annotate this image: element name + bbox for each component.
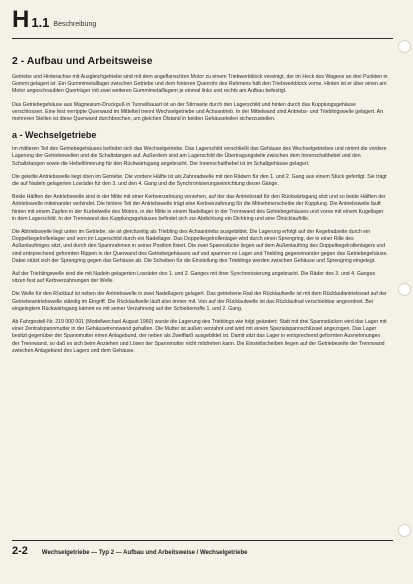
subsection-paragraph: Die Abtriebswelle liegt unten im Getriebe, sie ist gleichzeitig als Triebling des Achsantriebs ausgebildet. Die Lagerung erfolgt auf der Kegelradseite durch ein Doppelkegelrollenlager und vorn im Lagerschild durch ein Nadellager. Das Doppelkegelrollenlager wird durch einen Sprengring, der in einer Rille des Außenlaufringes sitzt, und durch den Spannrahmen in seiner Position fixiert. Die zwei Spannstücke liegen auf dem Außenlaufring des Doppelkegelrollenlagers und sind entsprechend geformten Rippen in der Querwand des Getriebegehäuses auf und spannen es Lager und Triebling gegeneinander gegen das Getriebegehäuse. Dabei stützt sich der Sprengring gegen das Gehäuse ab. Die Scheiben für die Einstellung des Trieblings werden zwischen Gehäuse und Sprengring eingelegt. bbox=[12, 229, 388, 264]
punch-hole-middle bbox=[398, 283, 411, 296]
section-title: 2 - Aufbau und Arbeitsweise bbox=[12, 55, 153, 67]
subsection-paragraph: Ab Fahrgestell-Nr. 219 000 001 (Modellwechsel August 1960) wurde die Lagerung des Trieblings wie folgt geändert: Statt mit drei Spannstücken wird das Lager mit einer Zentralspannmutter in der Gehäusetrennwand gehalten. Die Mutter ist außen verzahnt und wird mit einem Spezialspannschlüssel angezogen. Das Lager besitzt gegenüber der Spannmutter einen Anlagebund, der neben als Zweiflarß ausgebildet ist. Damit sitzt das Lager in entsprechend geformten Ausnehmungen der Trennwand, so daß es sich beim Anziehen und Lösen der Spannmutter nicht mitdrehen kann. Die Einstellscheiben liegen auf der Getriebeseite der Trennwand zwischen Anlagebund des Lagers und dem Gehäuse. bbox=[12, 319, 387, 354]
page-number: 2-2 bbox=[12, 545, 28, 557]
header-rule bbox=[12, 38, 393, 39]
section-paragraph: Das Getriebegehäuse aus Magnesium-Druckguß in Tunnelbauart ist an der Stirnseite durch den Lagerschild und hinten durch das Kupplungsgehäuse verschlossen. Eine fest verrippte Querwand im Mittelteil trennt Wechselgetriebe und Achsantrieb. In der Mittelwand sind Antriebs- und Trieblingswelle gelagert. An mehreren Stellen ist diese Querwand durchbrochen, um gleichen Ölstand in beiden Gehäuseteilen sicherzustellen. bbox=[12, 101, 383, 123]
section-paragraph: Getriebe und Hinterachse mit Ausgleichgetriebe sind mit dem angeflanschten Motor zu einem Triebwerkblock vereinigt, der im Heck des Wagens an drei Punkten in Gummi gelagert ist. Ein Gummimetalllager zwischen Getriebe und dem hinteren Querrohr des Rahmens hält den Triebwerkblock vorne. Hinten ist er über einen am Motor angeschraubten Querträger mit zwei weiteren Gummimetalllagern je einmal links und rechts am Aufbau befestigt. bbox=[12, 74, 388, 95]
punch-hole-top bbox=[398, 40, 411, 53]
subsection-title: a - Wechselgetriebe bbox=[12, 130, 97, 141]
chapter-number: 1.1 bbox=[31, 15, 50, 30]
chapter-letter: H bbox=[12, 6, 30, 33]
footer-rule bbox=[12, 540, 393, 541]
page-header bbox=[12, 6, 96, 32]
punch-hole-bottom bbox=[398, 524, 411, 537]
footer-text: Wechselgetriebe — Typ 2 — Aufbau und Arbeitsweise / Wechselgetriebe bbox=[41, 550, 248, 556]
subsection-paragraph: Beide Hälften der Antriebswelle sind in der Mitte mit einer Kerbverzahnung versehen, auf der das Antriebsrad für den Rückwärtsgang sitzt und so beide Hälften der Antriebswelle miteinander verbindet. Die hintere Teil der Antriebswelle trägt eine Kerbverzahnung für die Mitnehmerscheibe der Kupplung. Die Antriebswelle läuft hinten mit einem Zapfen in der Kurbelwelle des Motors, in der Mitte in einem Nadellager in der Trennwand des Getriebegehäuses und vorne mit einem Kugellager in dem Lagerschild. In der Trennwand des Kupplungsgehäuses befindet sich zur Abdichtung ein Dichtring und eine Ölrücklaufrille. bbox=[12, 194, 386, 222]
chapter-label: Beschreibung bbox=[53, 21, 97, 28]
subsection-paragraph: Im mittleren Teil des Getriebegehäuses befindet sich das Wechselgetriebe. Das Lagerschild verschließt das Gehäuse des Wechselgetriebes und nimmt die vordere Lagerung der Getriebewellen und die Schaltstangen auf. Außerdem sind am Lagerschild die Übertragungsteile zwischen dem Innenschalthebel und den Schaltstangen sowie die Hebellömerung für den Rückwärtsgang angebracht. Der Innenschalthebel ist im Schaltgehäuse gelagert. bbox=[12, 146, 387, 167]
page-footer bbox=[12, 545, 248, 557]
page-content bbox=[12, 55, 388, 361]
subsection-paragraph: Die geteilte Antriebswelle liegt oben im Getriebe. Die vordere Hälfte ist als Zahnradwelle mit den Rädern für den 1. und 2. Gang aus einem Stück gefertigt. Sie trägt die auf Nadeln gelagerten Losräder für den 3. und den 4. Gang und die Synchronisierungseinrichtung dieser Gänge. bbox=[12, 173, 387, 188]
subsection-paragraph: Die Welle für den Rücklauf ist neben der Antriebswelle in zwei Nadellagern gelagert. Das getriebene Rad der Rücklaufwelle ist mit dem Rücklaufantriebsrad auf der Getriebeantriebswelle ständig im Eingriff. Die Rücklaufwelle läuft also immer mit. Von auf der Rücklaufwelle ist das Rücklaufrad verschiebbar angeordnet. Bei eingelegtem Rückwärtsgang kämmt es mit seiner Verzahnung auf der Schiebemuffe 1. und 2. Gang. bbox=[12, 291, 387, 312]
subsection-paragraph: Auf der Trieblingswelle sind die mit Nadeln gelagerten Losräder des 1. und 2. Ganges mit ihrer Synchronisierung angebracht. Die Räder des 3. und 4. Ganges sitzen fest auf Kerbverzahnungen der Welle. bbox=[12, 271, 376, 285]
